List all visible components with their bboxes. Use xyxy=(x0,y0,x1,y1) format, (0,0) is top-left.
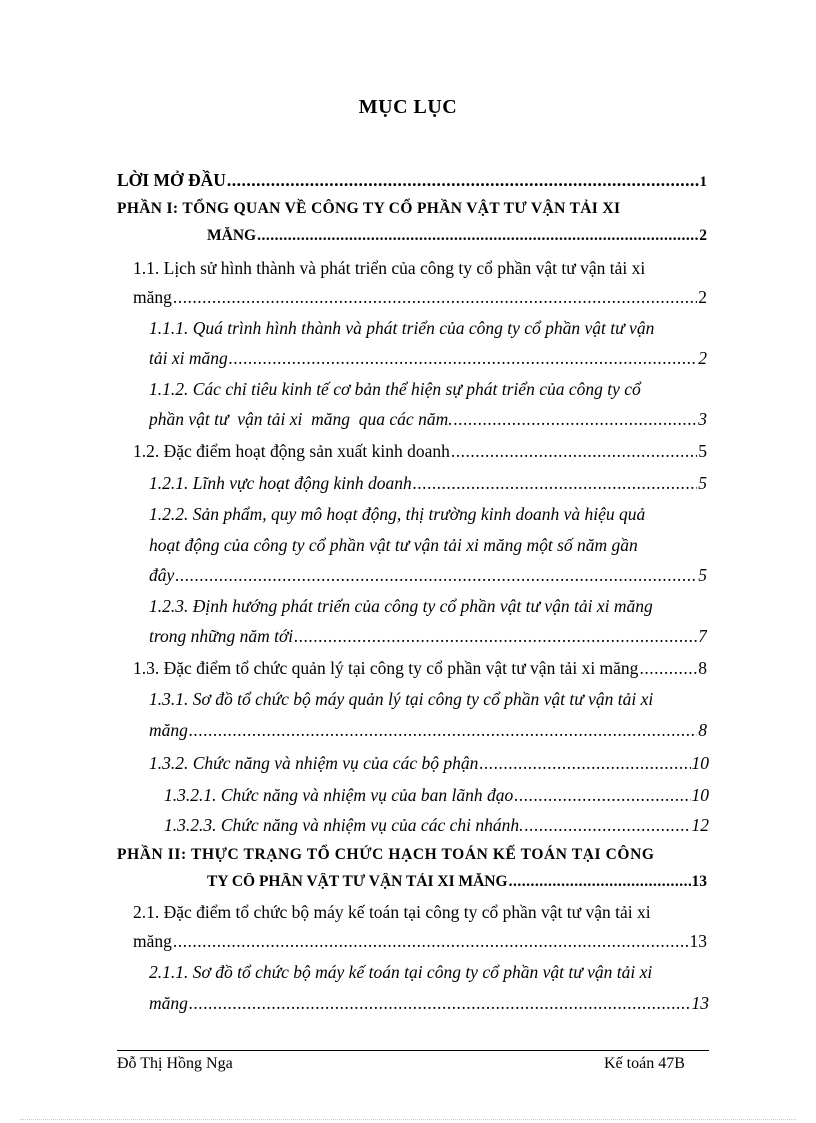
leader-dots xyxy=(227,170,699,191)
toc-entry-text: 1.3.2.1. Chức năng và nhiệm vụ của ban lãnh đạo xyxy=(164,785,514,805)
toc-entry-1-2[interactable] xyxy=(133,441,707,462)
toc-page-number: 13 xyxy=(691,993,709,1013)
toc-entry-phan-2-line1[interactable]: PHẦN II: THỰC TRẠNG TỔ CHỨC HẠCH TOÁN KẾ TOÁN TẠI CÔNG xyxy=(117,846,655,863)
toc-entry-1-3[interactable] xyxy=(133,658,707,679)
footer-class: Kế toán 47B xyxy=(604,1055,685,1072)
leader-dots xyxy=(173,287,697,308)
toc-entry-1-2-1[interactable] xyxy=(149,473,707,494)
toc-page-number: 5 xyxy=(698,565,707,585)
toc-entry-loi-mo-dau[interactable] xyxy=(117,170,707,191)
toc-page-number: 5 xyxy=(698,441,707,461)
leader-dots xyxy=(294,626,697,647)
toc-entry-1-2-3-line1[interactable]: 1.2.3. Định hướng phát triển của công ty cổ phần vật tư vận tải xi măng xyxy=(149,596,653,616)
toc-page-number: 10 xyxy=(691,753,709,773)
toc-page-number: 2 xyxy=(698,348,707,368)
toc-page-number: 7 xyxy=(698,626,707,646)
toc-entry-1-2-2-line1[interactable]: 1.2.2. Sản phẩm, quy mô hoạt động, thị trường kinh doanh và hiệu quả xyxy=(149,504,646,524)
toc-entry-1-1[interactable] xyxy=(133,287,707,308)
toc-entry-1-3-1[interactable] xyxy=(149,720,707,741)
toc-entry-phan-2[interactable] xyxy=(207,873,707,891)
toc-entry-2-1-line1[interactable]: 2.1. Đặc điểm tổ chức bộ máy kế toán tại công ty cổ phần vật tư vận tải xi xyxy=(133,902,651,922)
leader-dots xyxy=(229,348,698,369)
toc-entry-text: măng xyxy=(149,993,188,1013)
toc-entry-text: trong những năm tới xyxy=(149,626,294,646)
leader-dots xyxy=(454,409,698,430)
toc-entry-1-1-1-line1[interactable]: 1.1.1. Quá trình hình thành và phát triển của công ty cổ phần vật tư vận xyxy=(149,318,655,338)
toc-entry-text: 1.2.1. Lĩnh vực hoạt động kinh doanh xyxy=(149,473,412,493)
toc-entry-text: TY CỔ PHẦN VẬT TƯ VẬN TẢI XI MĂNG xyxy=(207,873,508,890)
toc-entry-1-2-3[interactable] xyxy=(149,626,707,647)
toc-page-number: 12 xyxy=(691,815,709,835)
toc-page-number: 13 xyxy=(689,931,707,951)
toc-entry-2-1[interactable] xyxy=(133,931,707,952)
toc-page-number: 3 xyxy=(698,409,707,429)
leader-dots xyxy=(175,565,697,586)
footer-divider xyxy=(117,1050,709,1051)
toc-entry-phan-1[interactable] xyxy=(207,227,707,245)
footer-author: Đỗ Thị Hồng Nga xyxy=(117,1055,233,1072)
toc-entry-text: măng xyxy=(149,720,188,740)
toc-entry-text: tải xi măng xyxy=(149,348,228,368)
toc-entry-text: 1.3.2.3. Chức năng và nhiệm vụ của các chi nhánh. xyxy=(164,815,524,835)
toc-entry-phan-1-line1[interactable]: PHẦN I: TỔNG QUAN VỀ CÔNG TY CỔ PHẦN VẬT TƯ VẬN TẢI XI xyxy=(117,200,621,217)
toc-page-number: 8 xyxy=(698,720,707,740)
toc-entry-1-2-2-line2[interactable]: hoạt động của công ty cổ phần vật tư vận tải xi măng một số năm gần xyxy=(149,535,638,555)
leader-dots xyxy=(451,441,697,462)
leader-dots xyxy=(524,815,690,836)
toc-entry-text: phần vật tư vận tải xi măng qua các năm. xyxy=(149,409,453,429)
toc-page-number: 2 xyxy=(699,227,707,244)
toc-page-number: 1 xyxy=(699,174,707,190)
toc-page-number: 8 xyxy=(698,658,707,678)
toc-entry-1-3-2-3[interactable] xyxy=(164,815,709,836)
leader-dots xyxy=(639,658,697,679)
toc-entry-1-3-1-line1[interactable]: 1.3.1. Sơ đồ tổ chức bộ máy quản lý tại công ty cổ phần vật tư vận tải xi xyxy=(149,689,654,709)
toc-entry-text: 1.3. Đặc điểm tổ chức quản lý tại công ty cổ phần vật tư vận tải xi măng xyxy=(133,658,639,678)
toc-entry-1-1-2[interactable] xyxy=(149,409,707,430)
leader-dots xyxy=(479,753,690,774)
toc-entry-1-2-2[interactable] xyxy=(149,565,707,586)
leader-dots xyxy=(189,993,691,1014)
toc-entry-text: 1.2. Đặc điểm hoạt động sản xuất kinh doanh xyxy=(133,441,450,461)
page-bottom-edge xyxy=(20,1119,796,1120)
toc-entry-text: đây xyxy=(149,565,175,585)
leader-dots xyxy=(257,227,698,245)
toc-entry-1-1-line1[interactable]: 1.1. Lịch sử hình thành và phát triển của công ty cổ phần vật tư vận tải xi xyxy=(133,258,646,278)
leader-dots xyxy=(189,720,697,741)
leader-dots xyxy=(514,785,690,806)
toc-page-number: 2 xyxy=(698,287,707,307)
toc-entry-text: măng xyxy=(133,287,172,307)
toc-page-number: 5 xyxy=(698,473,707,493)
toc-entry-2-1-1-line1[interactable]: 2.1.1. Sơ đồ tổ chức bộ máy kế toán tại công ty cổ phần vật tư vận tải xi xyxy=(149,962,653,982)
leader-dots xyxy=(509,873,691,891)
toc-entry-text: măng xyxy=(133,931,172,951)
toc-entry-text: MĂNG xyxy=(207,227,257,244)
toc-entry-2-1-1[interactable] xyxy=(149,993,709,1014)
leader-dots xyxy=(413,473,697,494)
page-title: MỤC LỤC xyxy=(358,96,458,118)
toc-entry-1-3-2-1[interactable] xyxy=(164,785,709,806)
toc-entry-1-3-2[interactable] xyxy=(149,753,709,774)
toc-entry-text: 1.3.2. Chức năng và nhiệm vụ của các bộ phận xyxy=(149,753,479,773)
toc-entry-1-1-1[interactable] xyxy=(149,348,707,369)
toc-entry-1-1-2-line1[interactable]: 1.1.2. Các chỉ tiêu kinh tế cơ bản thể hiện sự phát triển của công ty cổ xyxy=(149,379,641,399)
toc-page-number: 13 xyxy=(691,873,707,890)
toc-page-number: 10 xyxy=(691,785,709,805)
leader-dots xyxy=(173,931,689,952)
toc-entry-text: LỜI MỞ ĐẦU xyxy=(117,170,226,190)
